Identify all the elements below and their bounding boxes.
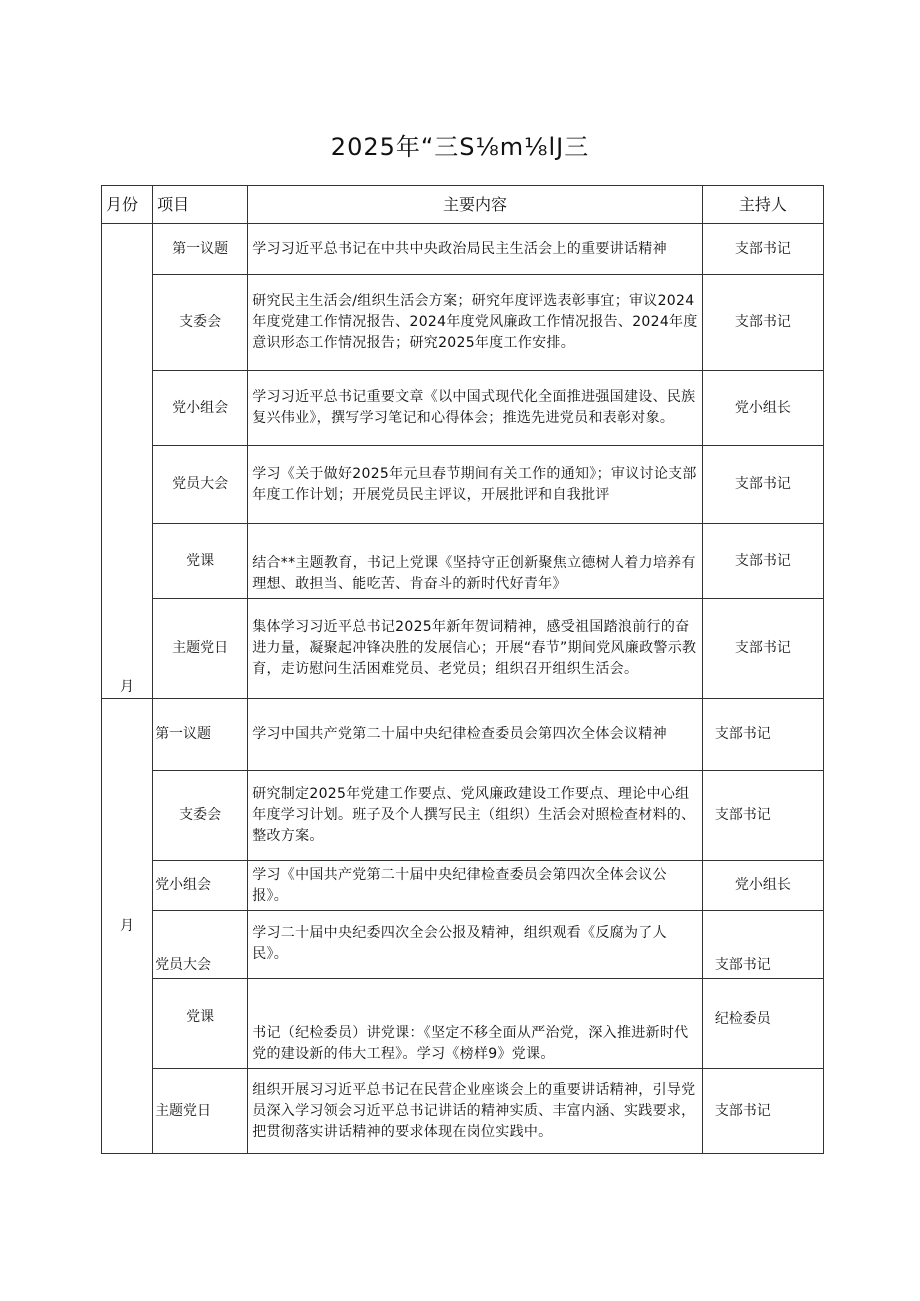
host-cell: 支部书记 bbox=[702, 275, 823, 371]
host-cell: 纪检委员 bbox=[702, 979, 823, 1069]
content-cell: 学习《中国共产党第二十届中央纪律检查委员会第四次全体会议公报》。 bbox=[248, 861, 703, 911]
content-cell: 学习习近平总书记重要文章《以中国式现代化全面推进强国建设、民族复兴伟业》，撰写学习笔记和心得体会；推选先进党员和表彰对象。 bbox=[248, 371, 703, 446]
table-row bbox=[102, 524, 824, 599]
table-row bbox=[102, 699, 824, 771]
table-row bbox=[102, 771, 824, 861]
item-cell: 党员大会 bbox=[153, 911, 248, 979]
table-row bbox=[102, 224, 824, 275]
table-row bbox=[102, 1069, 824, 1154]
host-cell: 支部书记 bbox=[702, 224, 823, 275]
table-row bbox=[102, 275, 824, 371]
host-cell: 支部书记 bbox=[702, 911, 823, 979]
table-row bbox=[102, 979, 824, 1069]
content-cell: 学习《关于做好2025年元旦春节期间有关工作的通知》；审议讨论支部年度工作计划；开展党员民主评议，开展批评和自我批评 bbox=[248, 446, 703, 524]
content-cell: 学习二十届中央纪委四次全会公报及精神，组织观看《反腐为了人民》。 bbox=[248, 911, 703, 979]
header-month: 月份 bbox=[102, 186, 153, 224]
host-cell: 支部书记 bbox=[702, 1069, 823, 1154]
item-cell: 第一议题 bbox=[153, 224, 248, 275]
header-content: 主要内容 bbox=[248, 186, 703, 224]
host-cell: 支部书记 bbox=[702, 446, 823, 524]
host-cell: 支部书记 bbox=[702, 771, 823, 861]
table-row bbox=[102, 911, 824, 979]
item-cell: 党员大会 bbox=[153, 446, 248, 524]
item-cell: 主题党日 bbox=[153, 599, 248, 699]
content-cell: 学习习近平总书记在中共中央政治局民主生活会上的重要讲话精神 bbox=[248, 224, 703, 275]
document-title: 2025年“三S⅛m⅛lJ三 bbox=[330, 133, 590, 161]
content-cell: 学习中国共产党第二十届中央纪律检查委员会第四次全体会议精神 bbox=[248, 699, 703, 771]
host-cell: 支部书记 bbox=[702, 524, 823, 599]
header-host: 主持人 bbox=[702, 186, 823, 224]
host-cell: 支部书记 bbox=[702, 599, 823, 699]
table-row bbox=[102, 861, 824, 911]
item-cell: 党小组会 bbox=[153, 861, 248, 911]
table-row bbox=[102, 371, 824, 446]
content-cell: 集体学习习近平总书记2025年新年贺词精神，感受祖国踏浪前行的奋进力量，凝聚起冲锋决胜的发展信心；开展“春节”期间党风廉政警示教育，走访慰问生活困难党员、老党员；组织召开组织生活会。 bbox=[248, 599, 703, 699]
table-row bbox=[102, 599, 824, 699]
item-cell: 主题党日 bbox=[153, 1069, 248, 1154]
content-cell: 组织开展习习近平总书记在民营企业座谈会上的重要讲话精神，引导党员深入学习领会习近平总书记讲话的精神实质、丰富内涵、实践要求，把贯彻落实讲话精神的要求体现在岗位实践中。 bbox=[248, 1069, 703, 1154]
table-header-row bbox=[102, 186, 824, 224]
month-cell: 月 bbox=[102, 224, 153, 699]
host-cell: 党小组长 bbox=[702, 371, 823, 446]
content-cell: 研究民主生活会/组织生活会方案；研究年度评选表彰事宜；审议2024年度党建工作情况报告、2024年度党风廉政工作情况报告、2024年度意识形态工作情况报告；研究2025年度工作安排。 bbox=[248, 275, 703, 371]
item-cell: 党课 bbox=[153, 979, 248, 1069]
work-plan-table bbox=[101, 185, 824, 1154]
content-cell: 结合**主题教育，书记上党课《坚持守正创新聚焦立德树人着力培养有理想、敢担当、能吃苦、肯奋斗的新时代好青年》 bbox=[248, 524, 703, 599]
item-cell: 党课 bbox=[153, 524, 248, 599]
item-cell: 党小组会 bbox=[153, 371, 248, 446]
content-cell: 研究制定2025年党建工作要点、党风廉政建设工作要点、理论中心组年度学习计划。班子及个人撰写民主（组织）生活会对照检查材料的、整改方案。 bbox=[248, 771, 703, 861]
month-cell: 月 bbox=[102, 699, 153, 1154]
item-cell: 第一议题 bbox=[153, 699, 248, 771]
content-cell: 书记（纪检委员）讲党课：《坚定不移全面从严治党，深入推进新时代党的建设新的伟大工程》。学习《榜样9》党课。 bbox=[248, 979, 703, 1069]
host-cell: 党小组长 bbox=[702, 861, 823, 911]
item-cell: 支委会 bbox=[153, 275, 248, 371]
header-item: 项目 bbox=[153, 186, 248, 224]
host-cell: 支部书记 bbox=[702, 699, 823, 771]
item-cell: 支委会 bbox=[153, 771, 248, 861]
table-row bbox=[102, 446, 824, 524]
